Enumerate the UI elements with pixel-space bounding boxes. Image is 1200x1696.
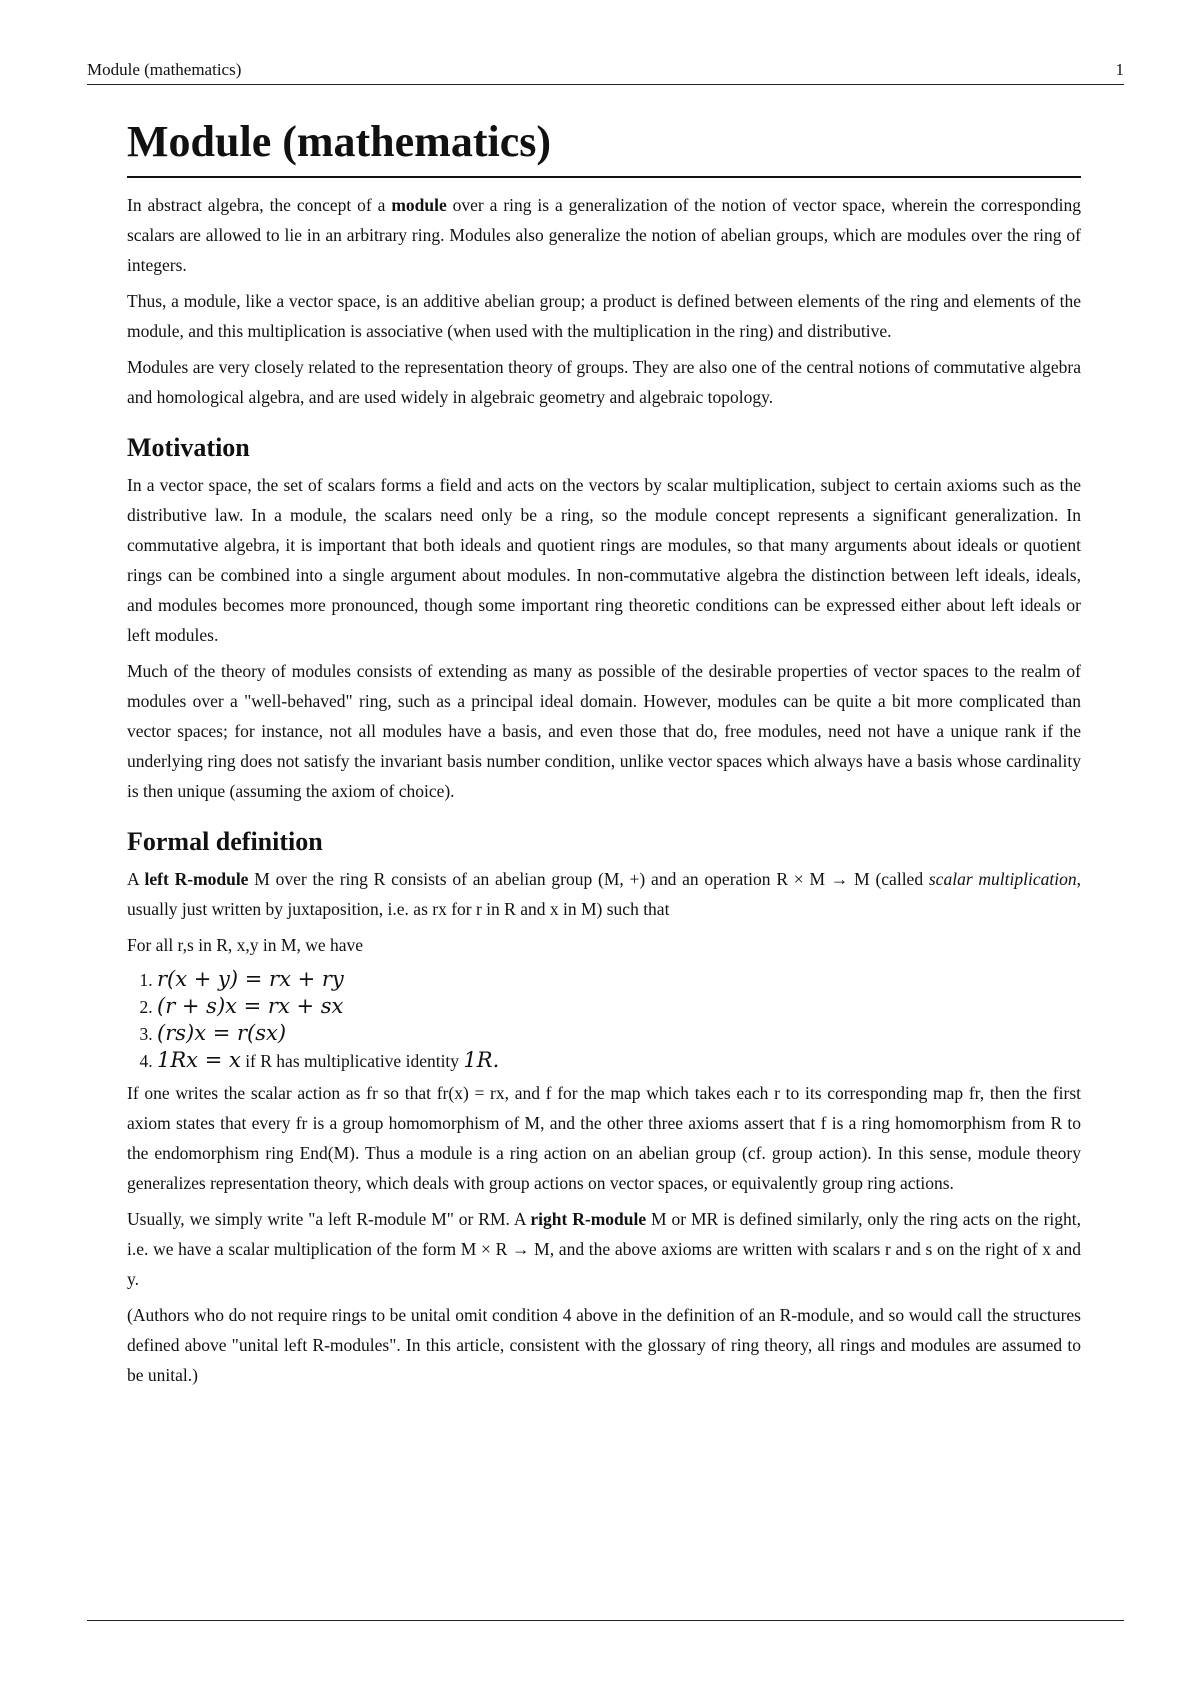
article-body [127,112,1081,1396]
right-module-term: right R-module [530,1209,647,1229]
motivation-paragraph-1: In a vector space, the set of scalars forms a field and acts on the vectors by scalar multiplication, subject to certain axioms such as the distributive law. In a module, the scalars need only be a ring, so the module concept represents a significant generalization. In commutative algebra, it is important that both ideals and quotient rings are modules, so that many arguments about ideals or quotient rings can be combined into a single argument about modules. In non-commutative algebra the distinction between left ideals, ideals, and modules becomes more pronounced, though some important ring theoretic conditions can be expressed either about left ideals or left modules. [127,475,1081,645]
formal-text-cont: M or MR is defined similarly, only the ring acts on the right, i.e. we have a scalar multiplication of the form M × R → M, and the above axioms are written with scalars r and s on the right of x and y. [127,1209,1081,1289]
intro-paragraph-3: Modules are very closely related to the representation theory of groups. They are also one of the central notions of commutative algebra and homological algebra, and are used widely in algebraic geometry and algebraic topology. [127,357,1081,407]
intro-text: In abstract algebra, the concept of a [127,195,392,215]
axiom-formula: r(x + y) = rx + ry [157,967,344,991]
formal-paragraph-3: If one writes the scalar action as fr so that fr(x) = rx, and f for the map which takes each r to its corresponding map fr, then the first axiom states that every fr is a group homomorphism of M, and the other three axioms assert that f is a ring homomorphism from R to the endomorphism ring End(M). Thus a module is a ring action on an abelian group (cf. group action). In this sense, module theory generalizes representation theory, which deals with group actions on vector spaces, or equivalently group ring actions. [127,1083,1081,1193]
axiom-list [127,966,1081,1074]
formal-definition-heading: Formal definition [127,827,323,856]
axiom-item [157,993,1081,1020]
axiom-item [157,1020,1081,1047]
footer-rule [87,1620,1124,1621]
intro-paragraph-1 [127,190,1081,280]
motivation-paragraph-2: Much of the theory of modules consists of extending as many as possible of the desirable properties of vector spaces to the realm of modules over a "well-behaved" ring, such as a principal ideal domain. However, modules can be quite a bit more complicated than vector spaces; for instance, not all modules have a basis, and even those that do, free modules, need not have a unique rank if the underlying ring does not satisfy the invariant basis number condition, unlike vector spaces which always have a basis whose cardinality is then unique (assuming the axiom of choice). [127,661,1081,801]
formal-paragraph-2: For all r,s in R, x,y in M, we have [127,935,364,955]
axiom-formula: (rs)x = r(sx) [157,1021,287,1045]
page-number: 1 [1115,60,1124,79]
scalar-multiplication-term: scalar multiplication [928,869,1077,889]
page-header [87,58,1124,85]
formal-text-cont: M over the ring R consists of an abelian group (M, +) and an operation R × M → M (called [248,869,929,889]
formal-paragraph-5: (Authors who do not require rings to be unital omit condition 4 above in the definition of an R-module, and so would call the structures defined above "unital left R-modules". In this article, consistent with the glossary of ring theory, all rings and modules are assumed to be unital.) [127,1305,1081,1385]
formal-paragraph-1 [127,864,1081,924]
formal-text-end: , usually just written by juxtaposition, i.e. as rx for r in R and x in M) such that [127,869,1081,919]
axiom-item [157,1047,1081,1074]
intro-paragraph-2: Thus, a module, like a vector space, is an additive abelian group; a product is defined between elements of the ring and elements of the module, and this multiplication is associative (when used with the multiplication in the ring) and distributive. [127,291,1081,341]
axiom-formula: 1Rx = x [157,1048,241,1072]
axiom-condition: if R has multiplicative identity [240,1051,464,1071]
module-term: module [391,195,447,215]
identity-formula: 1R. [463,1048,500,1072]
axiom-formula: (r + s)x = rx + sx [157,994,344,1018]
running-title: Module (mathematics) [87,60,242,79]
formal-text: A [127,869,145,889]
formal-text: Usually, we simply write "a left R-module M" or RM. A [127,1209,531,1229]
article-title: Module (mathematics) [127,112,1081,178]
motivation-heading: Motivation [127,433,250,462]
formal-paragraph-4 [127,1204,1081,1294]
left-module-term: left R-module [144,869,249,889]
intro-text-cont: over a ring is a generalization of the notion of vector space, wherein the corresponding scalars are allowed to lie in an arbitrary ring. Modules also generalize the notion of abelian groups, which are modules over the ring of integers. [127,195,1081,275]
axiom-item [157,966,1081,993]
